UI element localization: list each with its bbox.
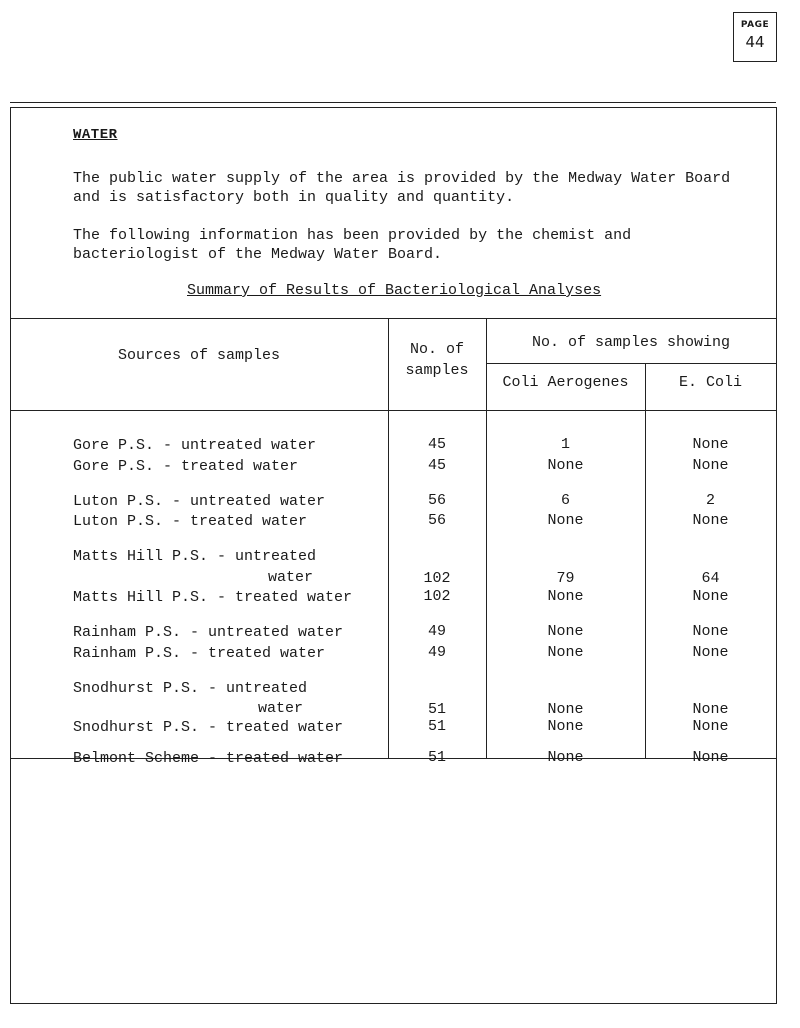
page-label: PAGE	[740, 20, 770, 30]
section-title: WATER	[73, 127, 118, 143]
summary-title: Summary of Results of Bacteriological Analyses	[187, 282, 602, 299]
row-samples: 56	[427, 512, 446, 529]
header-bottom-rule	[10, 410, 777, 411]
col-divider-samples	[388, 318, 389, 758]
row-samples: 56	[427, 492, 446, 509]
row-coli-aerogenes: None	[547, 512, 584, 529]
header-samples: samples	[405, 362, 469, 379]
row-samples: 51	[427, 701, 446, 718]
row-e-coli: 2	[705, 492, 715, 509]
row-e-coli: None	[692, 749, 729, 766]
header-no-of: No. of	[409, 341, 464, 358]
paragraph-supply: The public water supply of the area is provided by the Medway Water Board and is satisfactory both in quality and quantity.	[73, 170, 731, 206]
row-source: Snodhurst P.S. - treated water	[73, 719, 344, 736]
row-e-coli: 64	[701, 570, 720, 587]
page-number: 44	[745, 33, 765, 51]
header-coli-aerogenes: Coli Aerogenes	[502, 374, 629, 391]
row-source: Belmont Scheme - treated water	[73, 750, 344, 767]
row-source: Matts Hill P.S. - untreated	[73, 548, 317, 565]
row-source: Matts Hill P.S. - treated water	[73, 589, 353, 606]
row-e-coli: None	[692, 701, 729, 718]
row-coli-aerogenes: None	[547, 623, 584, 640]
row-coli-aerogenes: None	[547, 644, 584, 661]
header-showing: No. of samples showing	[531, 334, 731, 351]
header-sources: Sources of samples	[117, 347, 281, 364]
table-top-rule	[10, 318, 777, 319]
row-coli-aerogenes: 79	[556, 570, 575, 587]
col-divider-e-coli	[645, 363, 646, 758]
row-e-coli: None	[692, 623, 729, 640]
page-number-box	[733, 12, 777, 62]
row-coli-aerogenes: 6	[560, 492, 570, 509]
row-samples: 102	[423, 570, 451, 587]
top-rule	[10, 102, 776, 103]
row-coli-aerogenes: None	[547, 749, 584, 766]
row-e-coli: None	[692, 457, 729, 474]
row-samples: 45	[427, 436, 446, 453]
row-e-coli: None	[692, 512, 729, 529]
row-source: Rainham P.S. - treated water	[73, 645, 326, 662]
row-coli-aerogenes: 1	[560, 436, 570, 453]
row-source: Snodhurst P.S. - untreated	[73, 680, 308, 697]
row-coli-aerogenes: None	[547, 701, 584, 718]
row-samples: 45	[427, 457, 446, 474]
paragraph-information: The following information has been provided by the chemist and bacteriologist of the Medway Water Board.	[73, 227, 632, 263]
row-source: Rainham P.S. - untreated water	[73, 624, 344, 641]
row-samples: 102	[423, 588, 451, 605]
row-source-continued: water	[258, 700, 304, 717]
row-source: Luton P.S. - treated water	[73, 513, 308, 530]
row-source: Luton P.S. - untreated water	[73, 493, 326, 510]
row-samples: 51	[427, 749, 446, 766]
row-e-coli: None	[692, 436, 729, 453]
row-source: Gore P.S. - treated water	[73, 458, 299, 475]
header-e-coli: E. Coli	[678, 374, 742, 391]
row-e-coli: None	[692, 588, 729, 605]
row-source-continued: water	[268, 569, 314, 586]
row-e-coli: None	[692, 718, 729, 735]
row-coli-aerogenes: None	[547, 718, 584, 735]
row-e-coli: None	[692, 644, 729, 661]
row-samples: 49	[427, 623, 446, 640]
subheader-rule	[486, 363, 776, 364]
row-coli-aerogenes: None	[547, 457, 584, 474]
row-source: Gore P.S. - untreated water	[73, 437, 317, 454]
row-samples: 51	[427, 718, 446, 735]
row-samples: 49	[427, 644, 446, 661]
row-coli-aerogenes: None	[547, 588, 584, 605]
